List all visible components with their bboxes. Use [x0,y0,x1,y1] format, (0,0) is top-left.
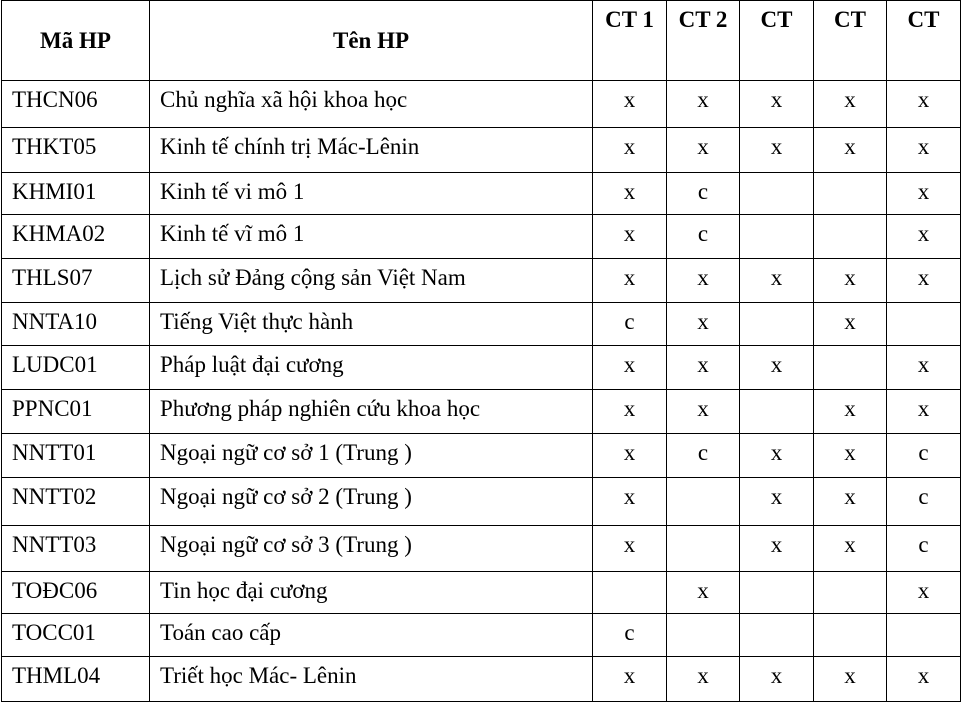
program-1-mark: x [593,478,667,526]
program-1-mark: c [593,614,667,657]
program-4-mark: x [814,81,887,128]
course-name: Kinh tế chính trị Mác-Lênin [150,128,593,173]
program-5-mark: x [887,657,961,702]
program-5-mark: x [887,128,961,173]
table-row [2,81,961,128]
program-1-mark: x [593,346,667,390]
program-5-mark: c [887,478,961,526]
course-code: NNTT03 [2,526,150,572]
program-5-mark: x [887,572,961,614]
course-code: KHMI01 [2,173,150,215]
table-row [2,390,961,434]
program-5-mark: x [887,346,961,390]
program-1-mark: x [593,259,667,303]
program-1-mark: x [593,657,667,702]
program-2-mark: x [667,128,740,173]
header-course-code: Mã HP [2,1,150,81]
course-name: Kinh tế vĩ mô 1 [150,215,593,259]
program-2-mark [667,614,740,657]
program-2-mark: c [667,434,740,478]
program-3-mark [740,614,814,657]
program-1-mark: x [593,526,667,572]
table-row [2,128,961,173]
program-4-mark: x [814,303,887,346]
course-code: NNTT01 [2,434,150,478]
program-3-mark [740,303,814,346]
course-code: PPNC01 [2,390,150,434]
program-2-mark: c [667,215,740,259]
program-4-mark [814,346,887,390]
course-code: THML04 [2,657,150,702]
course-code: TOCC01 [2,614,150,657]
program-2-mark: x [667,390,740,434]
header-program-1: CT 1 [593,1,667,81]
table-row [2,478,961,526]
program-4-mark: x [814,526,887,572]
course-name: Kinh tế vi mô 1 [150,173,593,215]
program-2-mark [667,526,740,572]
program-4-mark: x [814,657,887,702]
course-name: Ngoại ngữ cơ sở 1 (Trung ) [150,434,593,478]
header-row [2,1,961,81]
program-4-mark: x [814,128,887,173]
program-4-mark [814,215,887,259]
program-2-mark: x [667,81,740,128]
header-program-2: CT 2 [667,1,740,81]
program-2-mark [667,478,740,526]
course-name: Ngoại ngữ cơ sở 3 (Trung ) [150,526,593,572]
program-5-mark [887,614,961,657]
course-table [1,0,961,702]
course-code: THLS07 [2,259,150,303]
course-code: NNTA10 [2,303,150,346]
program-3-mark [740,215,814,259]
course-code: KHMA02 [2,215,150,259]
header-program-3: CT [740,1,814,81]
program-5-mark: x [887,215,961,259]
course-name: Toán cao cấp [150,614,593,657]
program-4-mark [814,173,887,215]
program-3-mark: x [740,128,814,173]
course-name: Ngoại ngữ cơ sở 2 (Trung ) [150,478,593,526]
program-3-mark: x [740,526,814,572]
header-program-4: CT [814,1,887,81]
program-3-mark: x [740,259,814,303]
course-name: Lịch sử Đảng cộng sản Việt Nam [150,259,593,303]
program-1-mark: x [593,215,667,259]
program-2-mark: x [667,259,740,303]
program-5-mark: c [887,526,961,572]
course-code: LUDC01 [2,346,150,390]
program-2-mark: c [667,173,740,215]
program-5-mark: x [887,173,961,215]
table-row [2,614,961,657]
course-code: THCN06 [2,81,150,128]
table-row [2,346,961,390]
program-5-mark: x [887,259,961,303]
course-name: Tin học đại cương [150,572,593,614]
program-2-mark: x [667,346,740,390]
header-course-name: Tên HP [150,1,593,81]
program-3-mark: x [740,434,814,478]
program-3-mark: x [740,81,814,128]
program-3-mark [740,572,814,614]
program-5-mark: x [887,390,961,434]
table-row [2,303,961,346]
table-row [2,526,961,572]
course-name: Phương pháp nghiên cứu khoa học [150,390,593,434]
program-3-mark [740,173,814,215]
course-name: Triết học Mác- Lênin [150,657,593,702]
program-3-mark [740,390,814,434]
program-4-mark: x [814,478,887,526]
course-code: NNTT02 [2,478,150,526]
program-4-mark [814,572,887,614]
course-name: Tiếng Việt thực hành [150,303,593,346]
program-2-mark: x [667,572,740,614]
program-1-mark [593,572,667,614]
table-row [2,434,961,478]
program-1-mark: x [593,390,667,434]
table-row [2,215,961,259]
program-3-mark: x [740,657,814,702]
program-4-mark [814,614,887,657]
program-1-mark: x [593,434,667,478]
table-row [2,572,961,614]
program-3-mark: x [740,478,814,526]
program-1-mark: x [593,173,667,215]
program-5-mark [887,303,961,346]
program-1-mark: x [593,128,667,173]
program-5-mark: c [887,434,961,478]
course-code: TOĐC06 [2,572,150,614]
program-1-mark: x [593,81,667,128]
program-1-mark: c [593,303,667,346]
table-row [2,657,961,702]
program-5-mark: x [887,81,961,128]
course-name: Chủ nghĩa xã hội khoa học [150,81,593,128]
table-row [2,173,961,215]
course-name: Pháp luật đại cương [150,346,593,390]
course-code: THKT05 [2,128,150,173]
program-2-mark: x [667,657,740,702]
program-4-mark: x [814,390,887,434]
program-4-mark: x [814,434,887,478]
program-4-mark: x [814,259,887,303]
program-3-mark: x [740,346,814,390]
header-program-5: CT [887,1,961,81]
program-2-mark: x [667,303,740,346]
table-row [2,259,961,303]
